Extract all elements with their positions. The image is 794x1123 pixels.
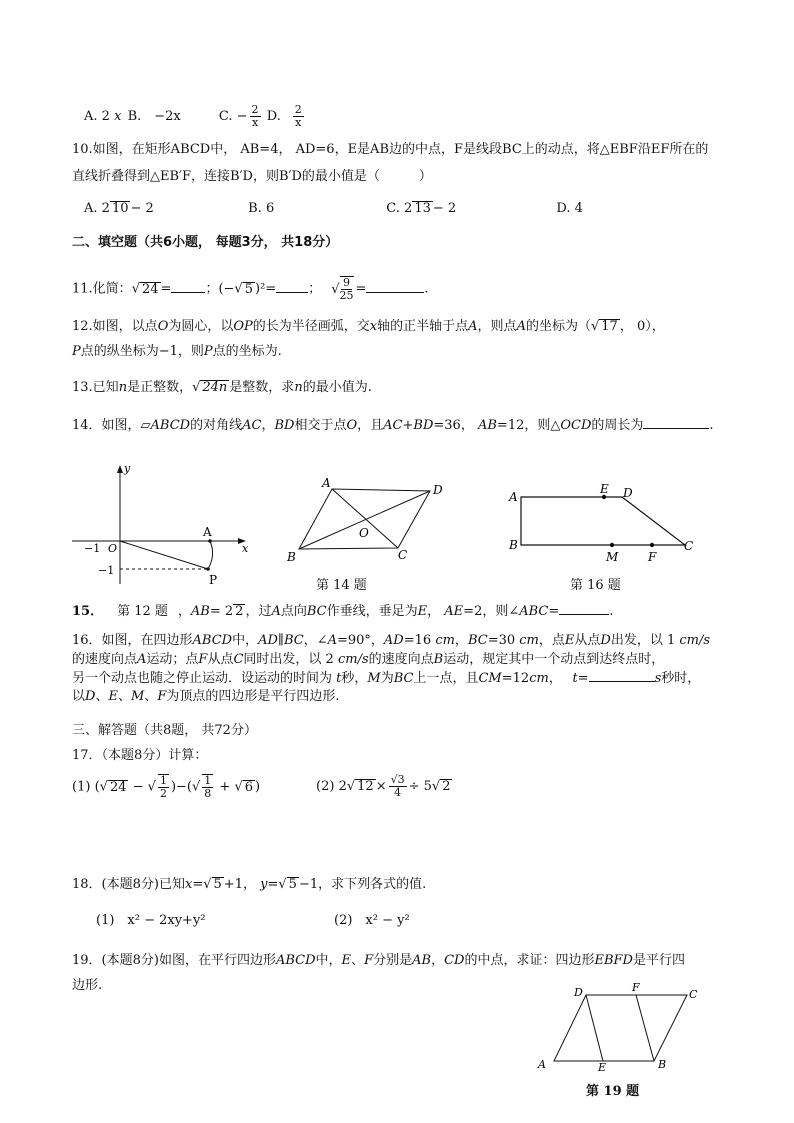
q16-l4-seg: F <box>157 689 167 704</box>
x-label: x <box>242 542 249 555</box>
q16-l2-seg: 从点 <box>207 652 234 667</box>
q16-l3-seg: ， <box>548 671 573 686</box>
q16-l2-seg: B <box>433 652 444 667</box>
q16-l3-seg: t <box>336 671 342 686</box>
q16-l3-seg: t <box>572 671 578 686</box>
y-axis-arrow <box>117 465 123 473</box>
q16-l3-seg: BC <box>393 671 414 686</box>
q16-l1-seg: =90°， <box>336 633 384 648</box>
q16-l4-seg: M <box>130 689 145 704</box>
q16-l3-seg: cm <box>529 671 549 686</box>
q16-l4-seg: 、 <box>95 689 109 704</box>
q16-l2-seg: 的速度向点 <box>72 652 138 667</box>
q16-l1-seg: ， <box>454 633 468 648</box>
diagonal-bd <box>299 491 430 549</box>
q16-l1-seg: 出发，以 1 <box>610 633 680 648</box>
trapezoid-abcd <box>521 497 685 545</box>
point-a <box>208 539 212 543</box>
figure-19-caption: 第 19 题 <box>586 1084 640 1099</box>
origin-label: O <box>108 542 118 555</box>
q16-l4-seg: 、 <box>117 689 131 704</box>
q16-l1-seg: A <box>327 633 337 648</box>
section2-title: 二、填空题（共6小题， 每题3分， 共18分） <box>72 235 339 250</box>
label-c: C <box>398 548 408 562</box>
figure-16-caption: 第 16 题 <box>570 578 621 593</box>
point-p <box>206 567 210 571</box>
label-f: F <box>648 550 657 564</box>
label-c: C <box>689 988 698 1001</box>
q10-line1: 10.如图，在矩形ABCD中， AB=4， AD=6，E是AB边的中点，F是线段BC上的动点，将△EBF沿EF所在的 <box>72 142 709 157</box>
segment-fb <box>636 995 654 1061</box>
q10-options <box>84 200 583 218</box>
segment-op <box>120 541 208 569</box>
q12-line1: 12.如图，以点O为圆心，以OP的长为半径画弧，交x轴的正半轴于点A，则点A的坐标为（√ 17 ， 0）， <box>72 319 665 334</box>
q11: 11.化简：√ 24 = ；(−√ 5 )²= ； √ $\frac{9}{25}$ = . <box>72 276 429 302</box>
q16-l4-seg: E <box>108 689 118 704</box>
q16-l1-seg: 中， <box>232 633 259 648</box>
q16-l1-seg: E <box>564 633 575 648</box>
label-e: E <box>600 482 609 496</box>
figure-12 <box>66 460 256 590</box>
q16-l2-seg: 的速度向点 <box>368 652 434 667</box>
q16-l4-seg: D <box>85 689 96 704</box>
q19-line1: 19．(本题8分)如图，在平行四边形ABCD中，E、F分别是AB，CD的中点，求证：四边形EBFD是平行四 <box>72 953 685 968</box>
q16-line3: 另一个动点也随之停止运动．设运动的时间为 t秒，M为BC上一点，且CM=12cm， t= s秒时， <box>72 671 701 686</box>
label-d: D <box>623 486 633 500</box>
q14: 14．如图，▱ABCD的对角线AC，BD相交于点O，且AC+BD=36， AB=12，则△OCD的周长为 . <box>72 418 714 433</box>
figure-16 <box>506 482 706 568</box>
q10-option-a: A. 2 10 − 2 <box>84 201 154 216</box>
q9-options <box>84 104 306 129</box>
q16-l1-seg: ，点 <box>538 633 565 648</box>
q16-l1-seg: BC <box>467 633 488 648</box>
y-label: y <box>124 462 131 475</box>
label-a: A <box>322 476 331 490</box>
section3-title: 三、解答题（共8题， 共72分） <box>72 723 257 738</box>
label-o: O <box>359 526 369 540</box>
label-a: A <box>538 1058 546 1071</box>
q18-sub2: (2) x² − y² <box>334 913 410 928</box>
q16-l1-seg: 16．如图，在四边形 <box>72 633 193 648</box>
q16-l4-seg: 为顶点的四边形是平行四边形. <box>166 689 340 704</box>
label-c: C <box>684 539 694 553</box>
q17-part1: (1) (√ 24 − √ $\frac{1}{2}$ )−(√ $\frac{1}{8}$ + √ 6 ) <box>72 774 261 800</box>
q16-l4-seg: 、 <box>144 689 158 704</box>
q19-line2: 边形. <box>72 978 103 993</box>
q16-l2-seg: 同时出发，以 2 <box>243 652 338 667</box>
label-a: A <box>509 490 518 504</box>
q16-l2-seg: 运动；点 <box>146 652 199 667</box>
q16-l1-seg: ，∠ <box>303 633 328 648</box>
arc-pa <box>208 541 213 569</box>
q17-title: 17．（本题8分）计算： <box>72 748 208 763</box>
label-b: B <box>287 550 296 564</box>
q15: 15． 第 12 题 ，AB= 2 2 ，过A点向BC作垂线，垂足为E， AE=2，则∠ABC= . <box>72 604 614 619</box>
q17-part2: (2) 2√ 12 × $\frac{√3}{4}$ ÷ 5√ 2 <box>316 773 451 799</box>
q10-option-b: B. 6 <box>248 201 275 216</box>
label-a: A <box>203 525 212 539</box>
q16-l1-seg: =16 <box>403 633 436 648</box>
q16-l1-seg: D <box>600 633 611 648</box>
q18: 18．(本题8分)已知x=√ 5 +1， y=√ 5 −1，求下列各式的值. <box>72 877 427 892</box>
q16-l1-seg: cm <box>519 633 539 648</box>
figure-14-caption: 第 14 题 <box>316 578 367 593</box>
label-b: B <box>509 538 518 552</box>
q18-sub1: (1) x² − 2xy+y² <box>96 913 206 928</box>
figure-14 <box>282 474 452 574</box>
q10-line2: 直线折叠得到△EB′F，连接B′D，则B′D的最小值是（ ） <box>72 169 432 184</box>
q16-l3-seg: CM <box>478 671 502 686</box>
segment-de <box>586 995 603 1061</box>
q16-line1 <box>72 632 710 650</box>
q13: 13.已知n是正整数，√ 24n 是整数，求n的最小值为. <box>72 380 372 395</box>
q16-l1-seg: cm <box>435 633 455 648</box>
q16-l2-seg: 运动，规定其中一个动点到达终点时， <box>443 652 665 667</box>
label-d: D <box>433 483 443 497</box>
x-tick-neg1: −1 <box>84 542 101 555</box>
q16-l1-seg: cm/s <box>679 633 711 648</box>
q9-option-b: B. −2x <box>127 109 181 124</box>
q16-l3-seg: 秒， <box>341 671 368 686</box>
q16-l1-seg: AD∥BC <box>258 633 304 648</box>
q16-l3-seg: = <box>577 671 589 686</box>
q9-option-d: D. $\frac{2}{x}$ <box>266 103 302 129</box>
q16-l3-seg: 为 <box>380 671 394 686</box>
q12-line2: P点的纵坐标为−1，则P点的坐标为. <box>72 344 282 359</box>
label-d: D <box>574 986 583 999</box>
label-f: F <box>632 982 640 994</box>
point-m <box>610 543 614 547</box>
q16-l1-seg: =30 <box>487 633 520 648</box>
q16-l2-seg: cm/s <box>337 652 369 667</box>
point-f <box>650 543 654 547</box>
figure-19 <box>530 982 710 1072</box>
q16-l1-seg: 从点 <box>574 633 601 648</box>
label-m: M <box>606 550 619 564</box>
q16-l3-seg: M <box>367 671 381 686</box>
q10-option-c: C. 2 13 − 2 <box>386 201 457 216</box>
q16-l1-seg: ABCD <box>192 633 233 648</box>
q16-line2 <box>72 651 664 669</box>
q9-option-c: C. − $\frac{2}{x}$ <box>218 103 259 129</box>
q16-l2-seg: C <box>233 652 244 667</box>
q16-l1-seg: AD <box>383 633 404 648</box>
q16-l4-seg: 以 <box>72 689 86 704</box>
parallelogram-abcd <box>554 995 687 1061</box>
q16-l2-seg: F <box>198 652 208 667</box>
label-e: E <box>598 1061 607 1072</box>
q16-l3-seg: 上一点，且 <box>413 671 479 686</box>
q16-l2-seg: A <box>137 652 147 667</box>
q16-line4 <box>72 688 339 706</box>
q10-option-d: D. 4 <box>556 201 583 216</box>
label-p: P <box>209 573 218 587</box>
label-b: B <box>658 1058 667 1071</box>
q16-l3-seg: 另一个动点也随之停止运动．设运动的时间为 <box>72 671 337 686</box>
q9-option-a: A. 2 x <box>84 109 122 124</box>
y-tick-neg1: −1 <box>98 564 115 577</box>
q16-l3-seg: =12 <box>501 671 530 686</box>
